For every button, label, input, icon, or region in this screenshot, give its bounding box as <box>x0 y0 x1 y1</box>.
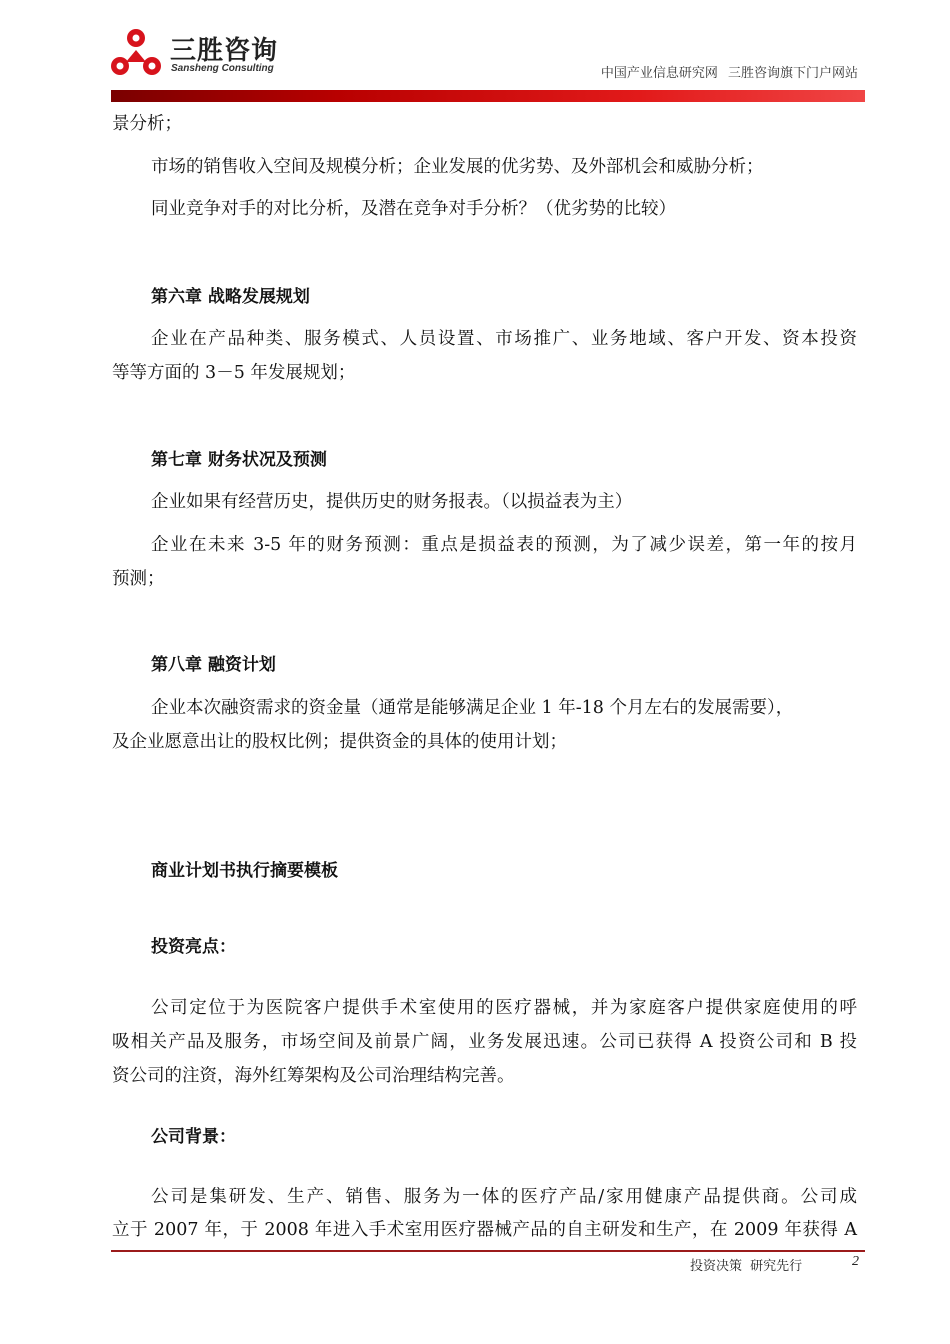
brand-name-english: Sansheng Consulting <box>171 63 274 74</box>
body-line: 等等方面的 3－5 年发展规划； <box>112 363 356 383</box>
section-heading: 商业计划书执行摘要模板 <box>151 861 338 881</box>
body-line: 市场的销售收入空间及规模分析；企业发展的优劣势、及外部机会和威胁分析； <box>151 157 764 177</box>
body-line: 立于 2007 年，于 2008 年进入手术室用医疗器械产品的自主研发和生产，在 2009 年获得 A <box>112 1220 857 1240</box>
footer-slogan: 投资决策 研究先行 <box>690 1259 803 1274</box>
body-line: 企业本次融资需求的资金量（通常是能够满足企业 1 年-18 个月左右的发展需要）， <box>151 698 794 718</box>
header-red-bar <box>111 90 865 102</box>
footer-rule <box>111 1250 865 1252</box>
section-heading: 投资亮点： <box>151 937 236 957</box>
chapter-heading: 第六章 战略发展规划 <box>151 287 310 307</box>
body-line: 吸相关产品及服务，市场空间及前景广阔，业务发展迅速。公司已获得 A 投资公司和 B 投 <box>112 1032 857 1052</box>
body-line: 企业如果有经营历史，提供历史的财务报表。（以损益表为主） <box>151 492 633 512</box>
body-line: 景分析； <box>112 114 182 134</box>
body-line: 预测； <box>112 569 165 589</box>
body-line: 资公司的注资，海外红筹架构及公司治理结构完善。 <box>112 1066 515 1086</box>
header-tagline: 中国产业信息研究网 三胜咨询旗下门户网站 <box>600 66 858 81</box>
page-number: 2 <box>852 1254 859 1269</box>
body-line: 及企业愿意出让的股权比例；提供资金的具体的使用计划； <box>112 732 567 752</box>
body-line: 公司定位于为医院客户提供手术室使用的医疗器械，并为家庭客户提供家庭使用的呼 <box>151 998 857 1018</box>
page-header <box>0 0 950 110</box>
chapter-heading: 第八章 融资计划 <box>151 655 276 675</box>
chapter-heading: 第七章 财务状况及预测 <box>151 450 327 470</box>
body-line: 企业在未来 3-5 年的财务预测：重点是损益表的预测，为了减少误差，第一年的按月 <box>151 535 857 555</box>
body-line: 公司是集研发、生产、销售、服务为一体的医疗产品/家用健康产品提供商。公司成 <box>151 1187 857 1207</box>
body-line: 同业竞争对手的对比分析，及潜在竞争对手分析？（优劣势的比较） <box>151 199 676 219</box>
section-heading: 公司背景： <box>151 1127 236 1147</box>
sansheng-logo-icon <box>108 26 164 82</box>
brand-name-chinese: 三胜咨询 <box>170 36 279 66</box>
body-line: 企业在产品种类、服务模式、人员设置、市场推广、业务地域、客户开发、资本投资 <box>151 329 857 349</box>
